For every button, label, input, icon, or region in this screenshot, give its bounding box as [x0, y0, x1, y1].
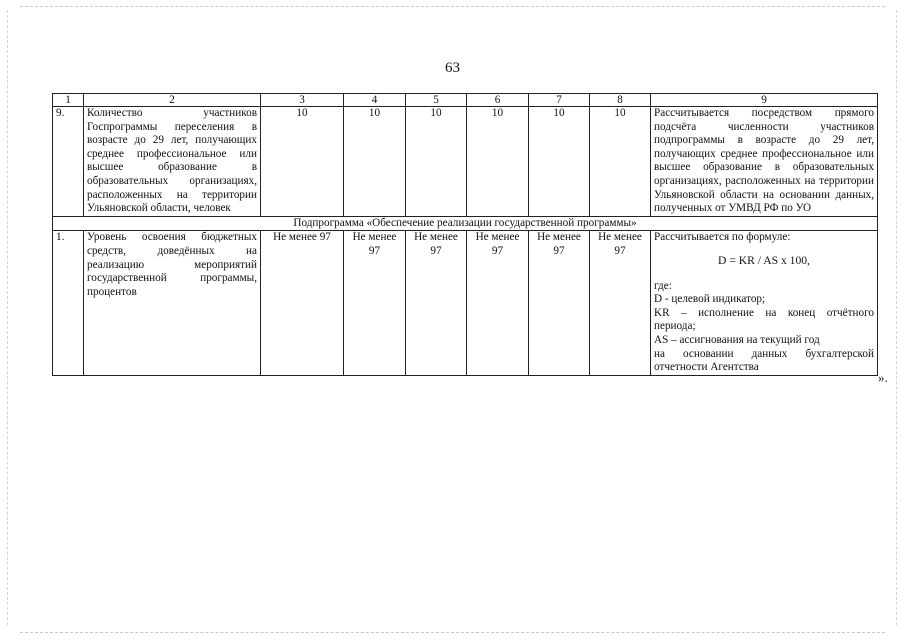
indicator-value: Не менее 97 — [529, 231, 590, 375]
table-row — [53, 107, 878, 217]
row-number: 9. — [53, 107, 84, 217]
indicator-value: Не менее 97 — [467, 231, 529, 375]
header-col-6: 6 — [467, 94, 529, 107]
indicators-table — [52, 93, 878, 376]
header-col-7: 7 — [529, 94, 590, 107]
header-col-9: 9 — [651, 94, 878, 107]
scan-edge-right — [896, 10, 897, 625]
calculation-method — [651, 231, 878, 375]
calculation-method: Рассчитывается посредством прямого подсчёта численности участников подпрограммы в возрасте до 29 лет, получающих среднее профессиональное или высшее образование в образовательных организациях, расположенных на территории Ульяновской области на основании данных, полученных от УМВД РФ по УО — [651, 107, 878, 217]
indicator-description: Количество участников Госпрограммы переселения в возрасте до 29 лет, получающих среднее профессиональное или высшее образование в образовательных организациях, расположенных на территории Ульяновской области, человек — [84, 107, 261, 217]
section-row — [53, 216, 878, 231]
header-col-8: 8 — [590, 94, 651, 107]
scan-edge-bottom — [20, 632, 885, 633]
subprogram-title: Подпрограмма «Обеспечение реализации государственной программы» — [53, 216, 878, 231]
indicator-value: Не менее 97 — [590, 231, 651, 375]
method-intro: Рассчитывается по формуле: — [654, 231, 791, 244]
header-col-3: 3 — [261, 94, 344, 107]
indicator-value: 10 — [344, 107, 406, 217]
indicator-value: 10 — [406, 107, 467, 217]
header-col-5: 5 — [406, 94, 467, 107]
header-col-2: 2 — [84, 94, 261, 107]
method-where: где: — [654, 279, 672, 292]
indicator-value: Не менее 97 — [261, 231, 344, 375]
closing-quote: ». — [878, 370, 888, 385]
formula: D = KR / AS х 100, — [718, 253, 810, 267]
header-col-4: 4 — [344, 94, 406, 107]
indicator-value: 10 — [529, 107, 590, 217]
indicator-value: Не менее 97 — [406, 231, 467, 375]
indicator-description: Уровень освоения бюджетных средств, доведённых на реализацию мероприятий государственной программы, процентов — [84, 231, 261, 375]
indicator-value: Не менее 97 — [344, 231, 406, 375]
header-row — [53, 94, 878, 107]
method-kr: KR – исполнение на конец отчётного периода; — [654, 306, 874, 333]
indicator-value: 10 — [590, 107, 651, 217]
method-d: D - целевой индикатор; — [654, 293, 766, 306]
scan-edge-top — [20, 6, 885, 7]
indicator-value: 10 — [467, 107, 529, 217]
row-number: 1. — [53, 231, 84, 375]
indicator-value: 10 — [261, 107, 344, 217]
scan-edge-left — [7, 10, 8, 625]
method-as: AS – ассигнования на текущий год — [654, 333, 820, 346]
page-number: 63 — [445, 60, 460, 76]
method-basis: на основании данных бухгалтерской отчетности Агентства — [654, 347, 874, 374]
table-row — [53, 231, 878, 375]
header-col-1: 1 — [53, 94, 84, 107]
